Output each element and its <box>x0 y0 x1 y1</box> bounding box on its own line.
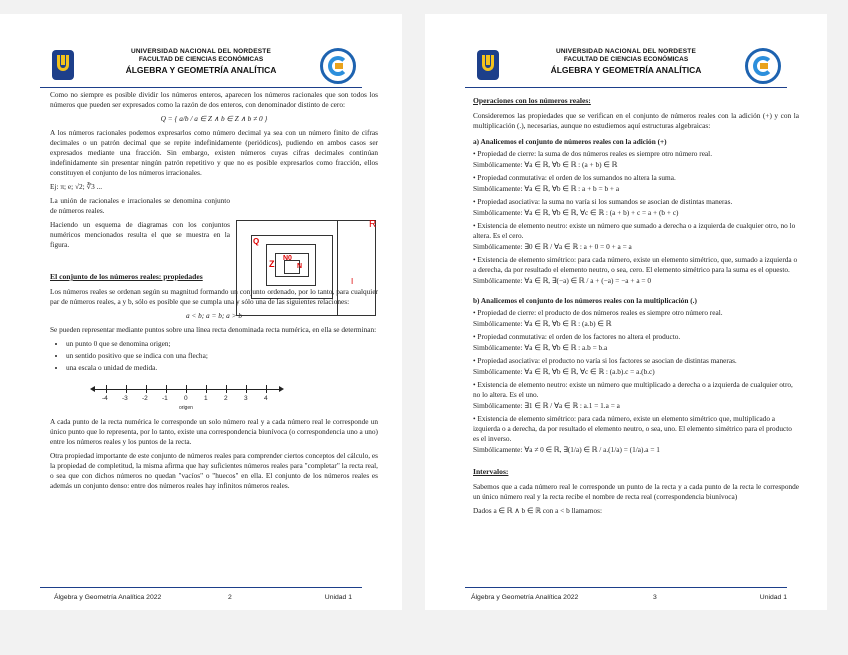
tick-label: -3 <box>122 395 128 402</box>
label-r: R <box>369 219 377 230</box>
mult-closure-symbolic: Simbólicamente: ∀a ∈ ℝ, ∀b ∈ ℝ : (a.b) ∈ ℝ <box>473 319 612 328</box>
addition-symmetric-symbolic: Simbólicamente: ∀a ∈ ℝ, ∃(−a) ∈ ℝ / a + (−a) = −a + a = 0 <box>473 276 651 285</box>
mult-closure: • Propiedad de cierre: el producto de dos números reales es siempre otro número real. <box>473 308 799 318</box>
page-3-content <box>473 90 799 520</box>
label-i: I <box>351 277 354 286</box>
tick-mark <box>146 385 147 393</box>
faculty-logo-icon <box>745 48 781 84</box>
footer-title: Álgebra y Geometría Analítica 2022 <box>54 594 162 601</box>
section-title-properties: El conjunto de los números reales: propiedades <box>50 272 203 281</box>
unne-logo-icon <box>52 50 74 80</box>
subsection-addition: a) Analicemos el conjunto de números reales con la adición (+) <box>473 137 667 146</box>
tick-mark <box>106 385 107 393</box>
tick-label: -4 <box>102 395 108 402</box>
arrow-right-icon <box>279 386 284 392</box>
paragraph-number-line: Se pueden representar mediante puntos sobre una línea recta denominada recta numérica, en ella se determinan: <box>50 325 377 334</box>
addition-symmetric: • Existencia de elemento simétrico: para cada número, existe un elemento simétrico, que, sumado a izquierda o a derecha, da por resultado el elemento neutro, o sea, cero. El elemento simétrico para la suma es el opuesto. <box>473 255 799 275</box>
number-line <box>50 379 378 409</box>
footer-unit: Unidad 1 <box>324 594 352 601</box>
tick-mark <box>206 385 207 393</box>
addition-closure: • Propiedad de cierre: la suma de dos números reales es siempre otro número real. <box>473 149 799 159</box>
tick-label: 0 <box>184 395 188 402</box>
number-line-axis <box>94 389 280 390</box>
paragraph-reals-union: La unión de racionales e irracionales se denomina conjunto de números reales. <box>50 196 230 215</box>
university-name: UNIVERSIDAD NACIONAL DEL NORDESTE <box>556 48 696 55</box>
arrow-left-icon <box>90 386 95 392</box>
paragraph-completeness: Otra propiedad importante de este conjunto de números reales para comprender ciertos conceptos del cálculo, es la propiedad de completitud, la misma afirma que hay suficientes números reales para "completar" la recta real, o sea que con dichos números no quedan "vacíos" o "huecos" en ella. El conjunto de los números reales es además un conjunto denso: entre dos números reales hay infinitos números reales. <box>50 451 378 490</box>
set-rationals-region <box>237 221 338 315</box>
paragraph-biunivocal: A cada punto de la recta numérica le corresponde un solo número real y a cada número real le corresponde un único punto que lo representa, por lo tanto, existe una correspondencia biunívoca (o correspondencia uno a uno) entre los números reales y los puntos de la recta. <box>50 417 378 446</box>
faculty-name: FACULTAD DE CIENCIAS ECONÓMICAS <box>563 56 689 63</box>
header-divider <box>40 87 362 88</box>
section-title-intervals: Intervalos: <box>473 467 509 476</box>
list-item: • una escala o unidad de medida. <box>66 363 378 373</box>
section-title-operations: Operaciones con los números reales: <box>473 96 591 105</box>
tick-label: 1 <box>204 395 208 402</box>
formula-rationals: Q = { a/b / a ∈ Z ∧ b ∈ Z ∧ b ≠ 0 } <box>160 114 268 123</box>
footer-page-number: 2 <box>228 594 232 601</box>
origin-label: origen <box>179 405 193 411</box>
footer-unit: Unidad 1 <box>759 594 787 601</box>
page-header <box>465 46 787 92</box>
addition-associative-symbolic: Simbólicamente: ∀a ∈ ℝ, ∀b ∈ ℝ, ∀c ∈ ℝ : (a + b) + c = a + (b + c) <box>473 208 679 217</box>
footer-page-number: 3 <box>653 594 657 601</box>
label-q: Q <box>253 237 260 246</box>
tick-mark <box>246 385 247 393</box>
tick-label: -1 <box>162 395 168 402</box>
paragraph-intervals: Sabemos que a cada número real le corresponde un punto de la recta y a cada punto de la recta le corresponde un único número real y la recta recibe el nombre de recta real (correspondencia biunívoca) <box>473 482 799 501</box>
formula-relations: a < b; a = b; a > b <box>185 311 243 320</box>
tick-label: 4 <box>264 395 268 402</box>
page-footer <box>465 587 787 610</box>
mult-commutative-symbolic: Simbólicamente: ∀a ∈ ℝ, ∀b ∈ ℝ : a.b = b.a <box>473 343 608 352</box>
label-n: N <box>297 263 303 270</box>
tick-mark <box>186 385 187 393</box>
mult-neutral: • Existencia de elemento neutro: existe un número que multiplicado a derecha o a izquierda de cualquier otro, no lo altera. Es el uno. <box>473 380 799 400</box>
tick-mark <box>166 385 167 393</box>
mult-associative: • Propiedad asociativa: el producto no varía si los factores se asocian de distintas maneras. <box>473 356 799 366</box>
tick-mark <box>226 385 227 393</box>
mult-associative-symbolic: Simbólicamente: ∀a ∈ ℝ, ∀b ∈ ℝ, ∀c ∈ ℝ : (a.b).c = a.(b.c) <box>473 367 655 376</box>
label-n0: N0 <box>283 255 292 262</box>
addition-neutral: • Existencia de elemento neutro: existe un número que sumado a derecha o a izquierda de cualquier otro, no lo altera. Es el cero. <box>473 221 799 241</box>
footer-title: Álgebra y Geometría Analítica 2022 <box>471 594 579 601</box>
mult-commutative: • Propiedad conmutativa: el orden de los factores no altera el producto. <box>473 332 799 342</box>
subject-name: ÁLGEBRA Y GEOMETRÍA ANALÍTICA <box>550 65 702 75</box>
addition-associative: • Propiedad asociativa: la suma no varía si los sumandos se asocian de distintas maneras. <box>473 197 799 207</box>
tick-mark <box>266 385 267 393</box>
page-header <box>40 46 362 92</box>
mult-symmetric-symbolic: Simbólicamente: ∀a ≠ 0 ∈ ℝ, ∃(1/a) ∈ ℝ / a.(1/a) = (1/a).a = 1 <box>473 445 660 454</box>
list-item: • un punto 0 que se denomina origen; <box>66 339 378 349</box>
page-2 <box>0 14 402 610</box>
paragraph-order: Los números reales se ordenan según su magnitud formando un conjunto ordenado, por lo tanto, para cualquier par de números reales, a y b, sólo es posible que se cumpla una y sólo una de las siguientes relaciones: <box>50 287 378 306</box>
tick-label: 3 <box>244 395 248 402</box>
number-line-elements-list <box>66 339 378 373</box>
addition-commutative-symbolic: Simbólicamente: ∀a ∈ ℝ, ∀b ∈ ℝ : a + b = b + a <box>473 184 620 193</box>
list-item: • un sentido positivo que se indica con una flecha; <box>66 351 378 361</box>
unne-logo-icon <box>477 50 499 80</box>
addition-neutral-symbolic: Simbólicamente: ∃0 ∈ ℝ / ∀a ∈ ℝ : a + 0 = 0 + a = a <box>473 242 632 251</box>
page-3 <box>425 14 827 610</box>
set-n0-box <box>275 253 309 277</box>
university-name: UNIVERSIDAD NACIONAL DEL NORDESTE <box>131 48 271 55</box>
number-sets-diagram <box>236 220 376 316</box>
paragraph-decimals: A los números racionales podemos expresarlos como número decimal ya sea con un número finito de cifras decimales o un patrón decimal que se repite indefinidamente (periódicos), pudiendo en ambos casos ser expresados mediante una fracción. Sin embargo, existen números cuyas cifras decimales continúan indefinidamente sin presentar ningún patrón repetitivo y que no es posible expresarlos como fracción, ellos constituyen el conjunto de los números irracionales. <box>50 128 378 177</box>
paragraph-operations-intro: Consideremos las propiedades que se verifican en el conjunto de números reales con la adición (+) y con la multiplicación (.), necesarias, aunque no estudiemos aquí estructuras algebraicas: <box>473 111 799 130</box>
tick-label: 2 <box>224 395 228 402</box>
set-q-box <box>251 235 333 299</box>
mult-neutral-symbolic: Simbólicamente: ∃1 ∈ ℝ / ∀a ∈ ℝ : a.1 = 1.a = a <box>473 401 620 410</box>
mult-symmetric: • Existencia de elemento simétrico: para cada número, existe un elemento simétrico que, multiplicado a izquierda o a derecha, da por resultado el elemento neutro, o sea, uno. El elemento simétrico para el producto es el inverso. <box>473 414 799 444</box>
tick-mark <box>126 385 127 393</box>
faculty-name: FACULTAD DE CIENCIAS ECONÓMICAS <box>138 56 264 63</box>
label-z: Z <box>269 259 275 269</box>
paragraph-diagram-desc: Haciendo un esquema de diagramas con los conjuntos numéricos mencionados resulta el que se muestra en la figura. <box>50 220 230 249</box>
tick-label: -2 <box>142 395 148 402</box>
subject-name: ÁLGEBRA Y GEOMETRÍA ANALÍTICA <box>125 65 277 75</box>
example-irrationals: Ej: π; e; √2; ∛3 ... <box>50 182 103 191</box>
addition-closure-symbolic: Simbólicamente: ∀a ∈ ℝ, ∀b ∈ ℝ : (a + b) ∈ ℝ <box>473 160 618 169</box>
paragraph-intervals-given: Dados a ∈ ℝ ∧ b ∈ ℝ con a < b llamamos: <box>473 506 602 515</box>
subsection-multiplication: b) Analicemos el conjunto de los números reales con la multiplicación (.) <box>473 296 697 305</box>
faculty-logo-icon <box>320 48 356 84</box>
page-footer <box>40 587 362 610</box>
addition-commutative: • Propiedad conmutativa: el orden de los sumandos no altera la suma. <box>473 173 799 183</box>
header-divider <box>465 87 787 88</box>
paragraph-rational-intro: Como no siempre es posible dividir los números enteros, aparecen los números racionales que son todos los números que pueden ser expresados como la razón de dos enteros, con denominador distinto de cero: <box>50 90 378 109</box>
